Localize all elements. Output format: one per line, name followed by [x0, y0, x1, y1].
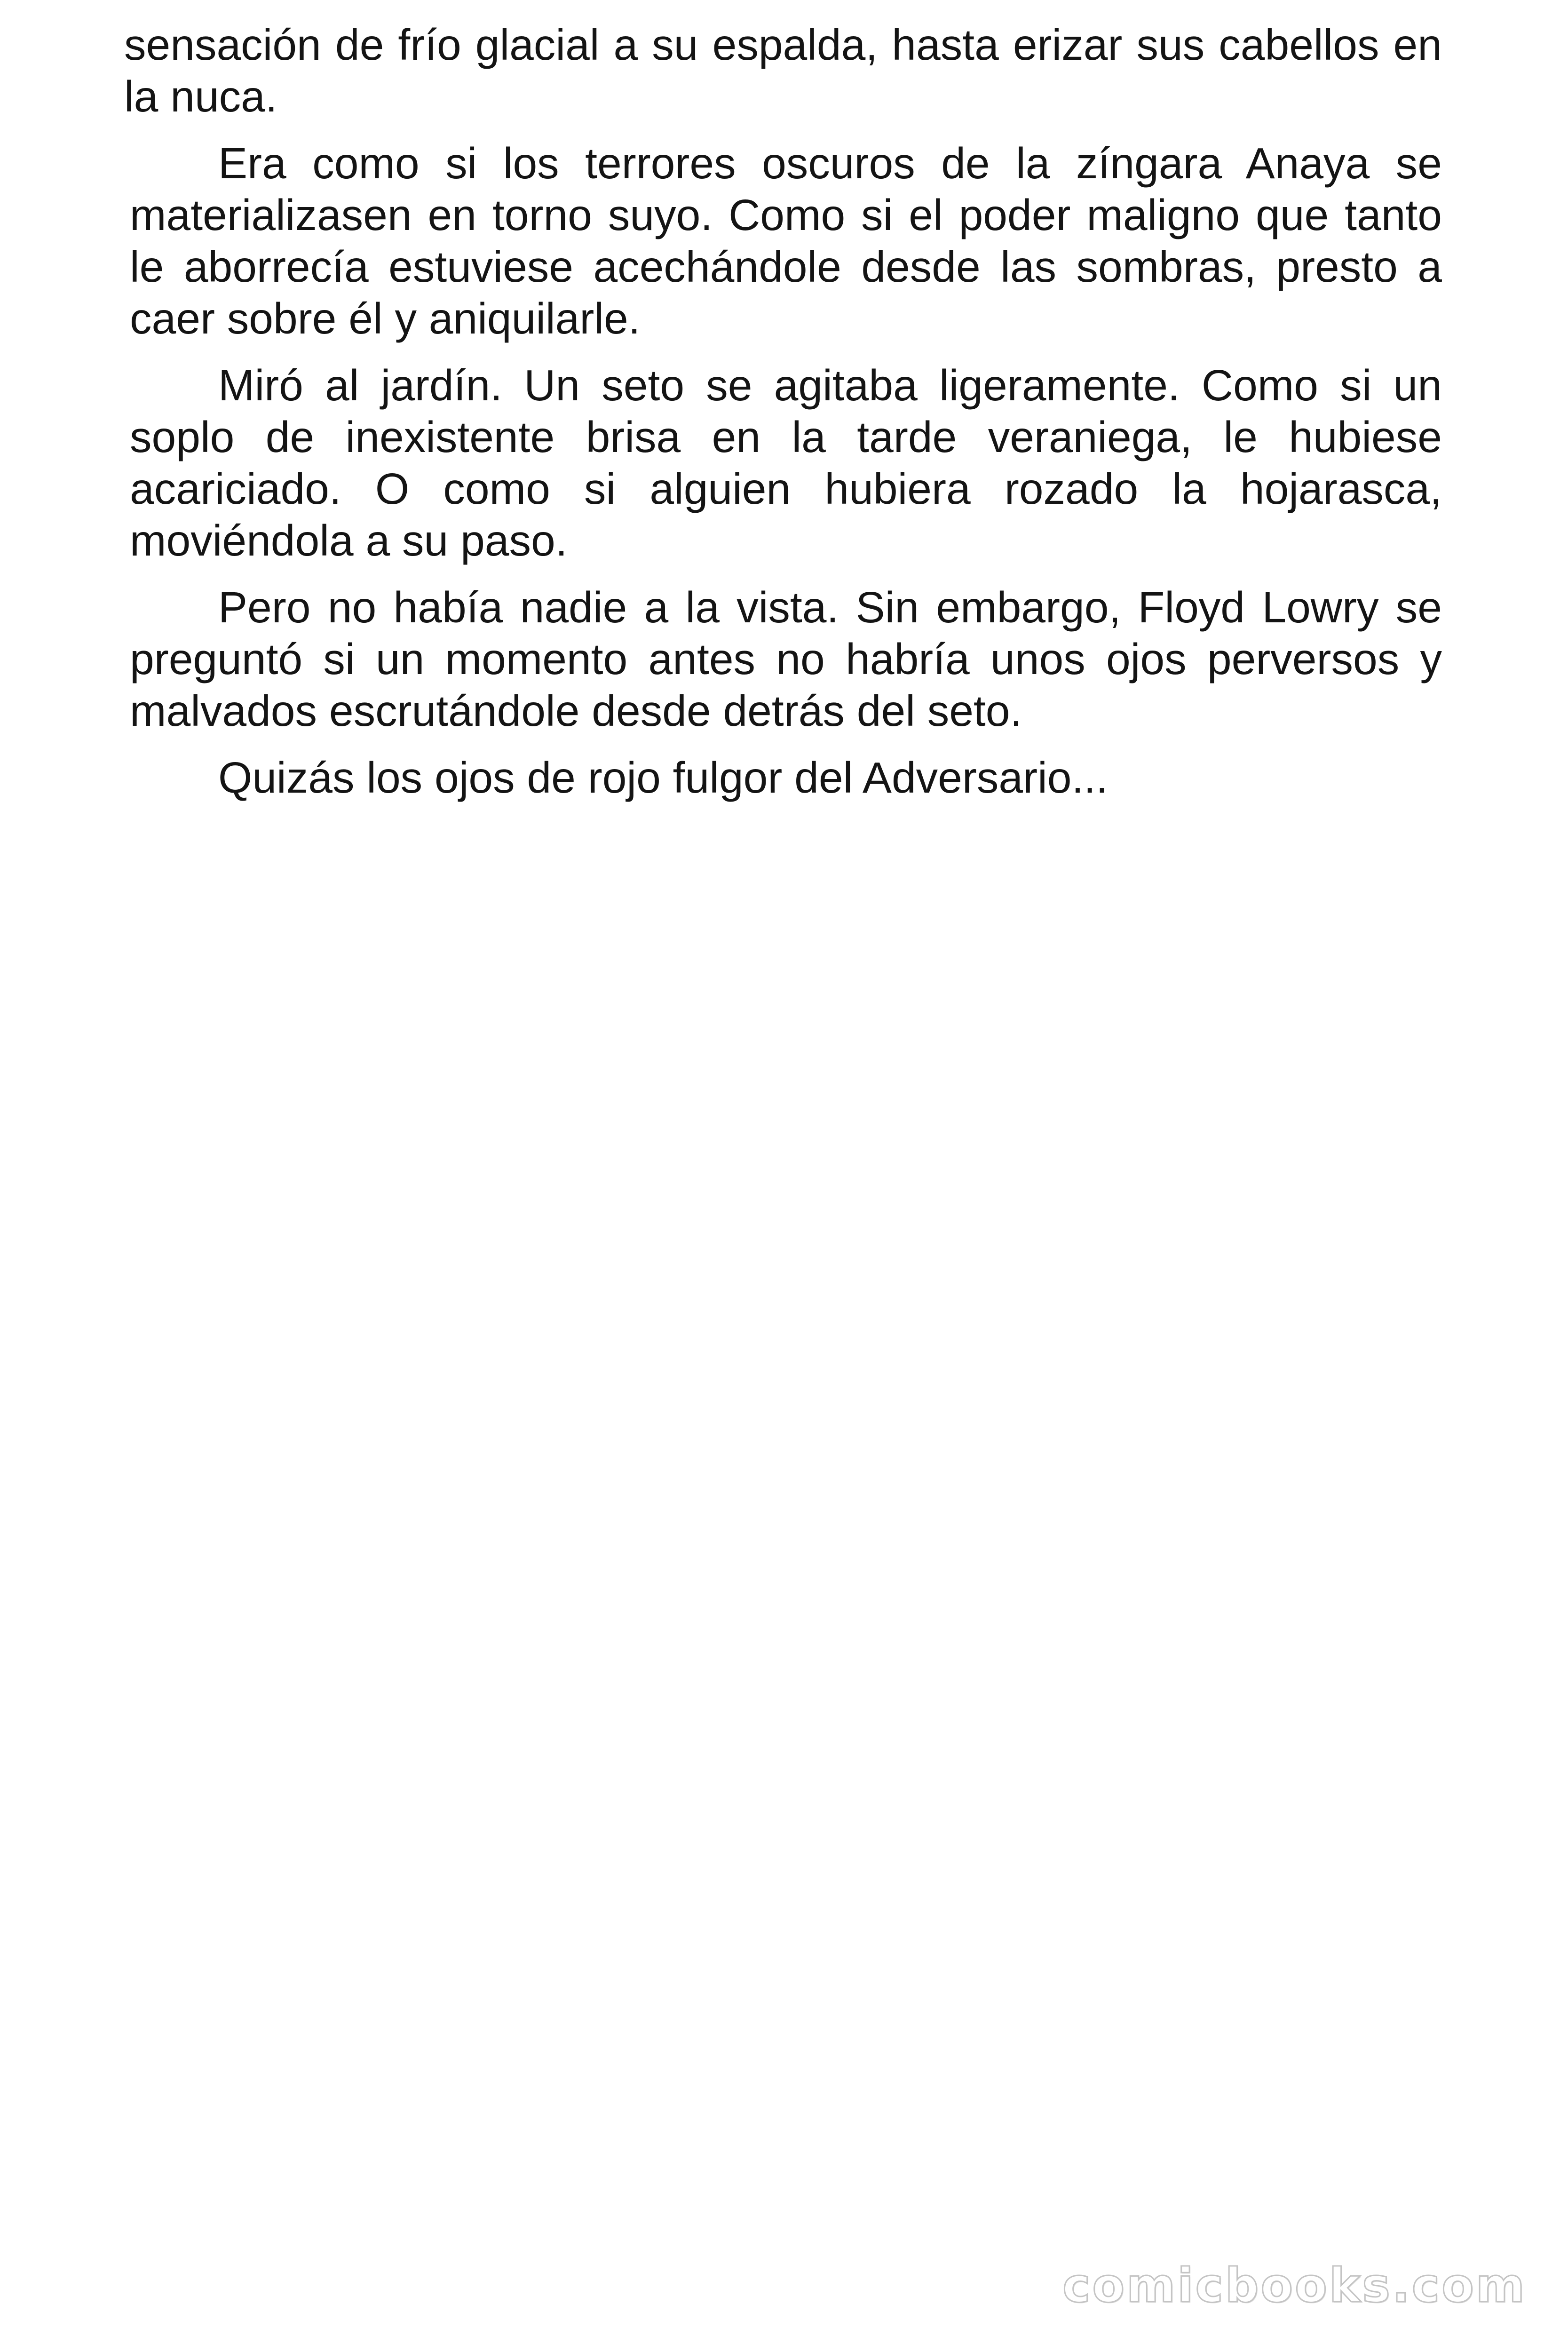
watermark-logo: comicbooks.com [1062, 2258, 1527, 2313]
paragraph: Quizás los ojos de rojo fulgor del Adversario... [218, 753, 1108, 802]
paragraph: Miró al jardín. Un seto se agitaba ligeramente. Como si un soplo de inexistente brisa en la tarde veraniega, le hubiese acariciado. O como si alguien hubiera rozado la hojarasca, moviéndola a su paso. [130, 361, 1442, 565]
paragraph-continuation: sensación de frío glacial a su espalda, hasta erizar sus cabellos en la nuca. [124, 20, 1442, 121]
paragraph: Era como si los terrores oscuros de la zíngara Anaya se materializasen en torno suyo. Como si el poder maligno que tanto le aborrecía estuviese acechándole desde las sombras, presto a caer sobre él y aniquilarle. [130, 139, 1442, 343]
paragraph: Pero no había nadie a la vista. Sin embargo, Floyd Lowry se preguntó si un momento antes no habría unos ojos perversos y malvados escrutándole desde detrás del seto. [130, 583, 1442, 735]
body-text [124, 19, 1442, 818]
